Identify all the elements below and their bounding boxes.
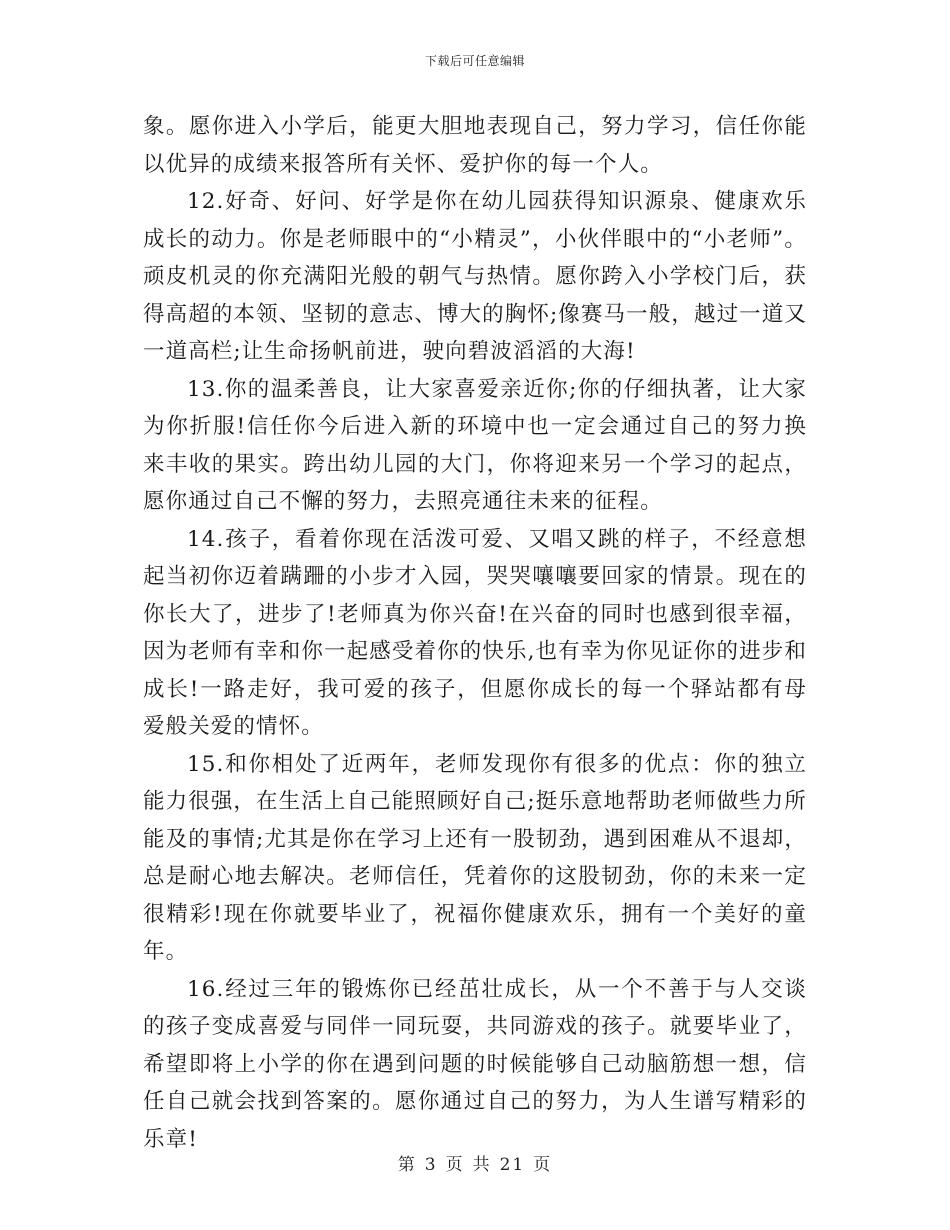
footer-di: 第	[397, 1155, 417, 1175]
paragraph-16: 16.经过三年的锻炼你已经茁壮成长，从一个不善于与人交谈的孩子变成喜爱与同伴一同玩耍，共同游戏的孩子。就要毕业了，希望即将上小学的你在遇到问题的时候能够自己动脑筋想一想，信任自己就会找到答案的。愿你通过自己的努力，为人生谱写精彩的乐章!	[143, 976, 807, 1152]
footer-gong: 共	[472, 1155, 492, 1175]
footer-ye-end: 页	[533, 1155, 553, 1175]
paragraph-14: 14.孩子，看着你现在活泼可爱、又唱又跳的样子，不经意想起当初你迈着蹒跚的小步才入园，哭哭嚷嚷要回家的情景。现在的你长大了，进步了!老师真为你兴奋!在兴奋的同时也感到很幸福，因为老师有幸和你一起感受着你的快乐,也有幸为你见证你的进步和成长!一路走好，我可爱的孩子，但愿你成长的每一个驿站都有母爱般关爱的情怀。	[143, 526, 807, 739]
paragraph-continuation: 象。愿你进入小学后，能更大胆地表现自己，努力学习，信任你能以优异的成绩来报答所有关怀、爱护你的每一个人。	[143, 114, 807, 177]
page-footer	[0, 1150, 950, 1175]
current-page-number: 3	[424, 1155, 438, 1175]
paragraph-12: 12.好奇、好问、好学是你在幼儿园获得知识源泉、健康欢乐成长的动力。你是老师眼中的“小精灵”，小伙伴眼中的“小老师”。顽皮机灵的你充满阳光般的朝气与热情。愿你跨入小学校门后，获得高超的本领、坚韧的意志、博大的胸怀;像赛马一般，越过一道又一道高栏;让生命扬帆前进，驶向碧波滔滔的大海!	[143, 189, 807, 364]
total-page-count: 21	[499, 1155, 526, 1175]
footer-ye: 页	[445, 1155, 465, 1175]
page-header: 下载后可任意编辑	[424, 54, 525, 68]
paragraph-13: 13.你的温柔善良，让大家喜爱亲近你;你的仔细执著，让大家为你折服!信任你今后进入新的环境中也一定会通过自己的努力换来丰收的果实。跨出幼儿园的大门，你将迎来另一个学习的起点，愿你通过自己不懈的努力，去照亮通往未来的征程。	[143, 376, 807, 514]
paragraph-15: 15.和你相处了近两年，老师发现你有很多的优点：你的独立能力很强，在生活上自己能照顾好自己;挺乐意地帮助老师做些力所能及的事情;尤其是你在学习上还有一股韧劲，遇到困难从不退却，总是耐心地去解决。老师信任，凭着你的这股韧劲，你的未来一定很精彩!现在你就要毕业了，祝福你健康欢乐，拥有一个美好的童年。	[143, 751, 807, 964]
document-body	[143, 108, 807, 1158]
